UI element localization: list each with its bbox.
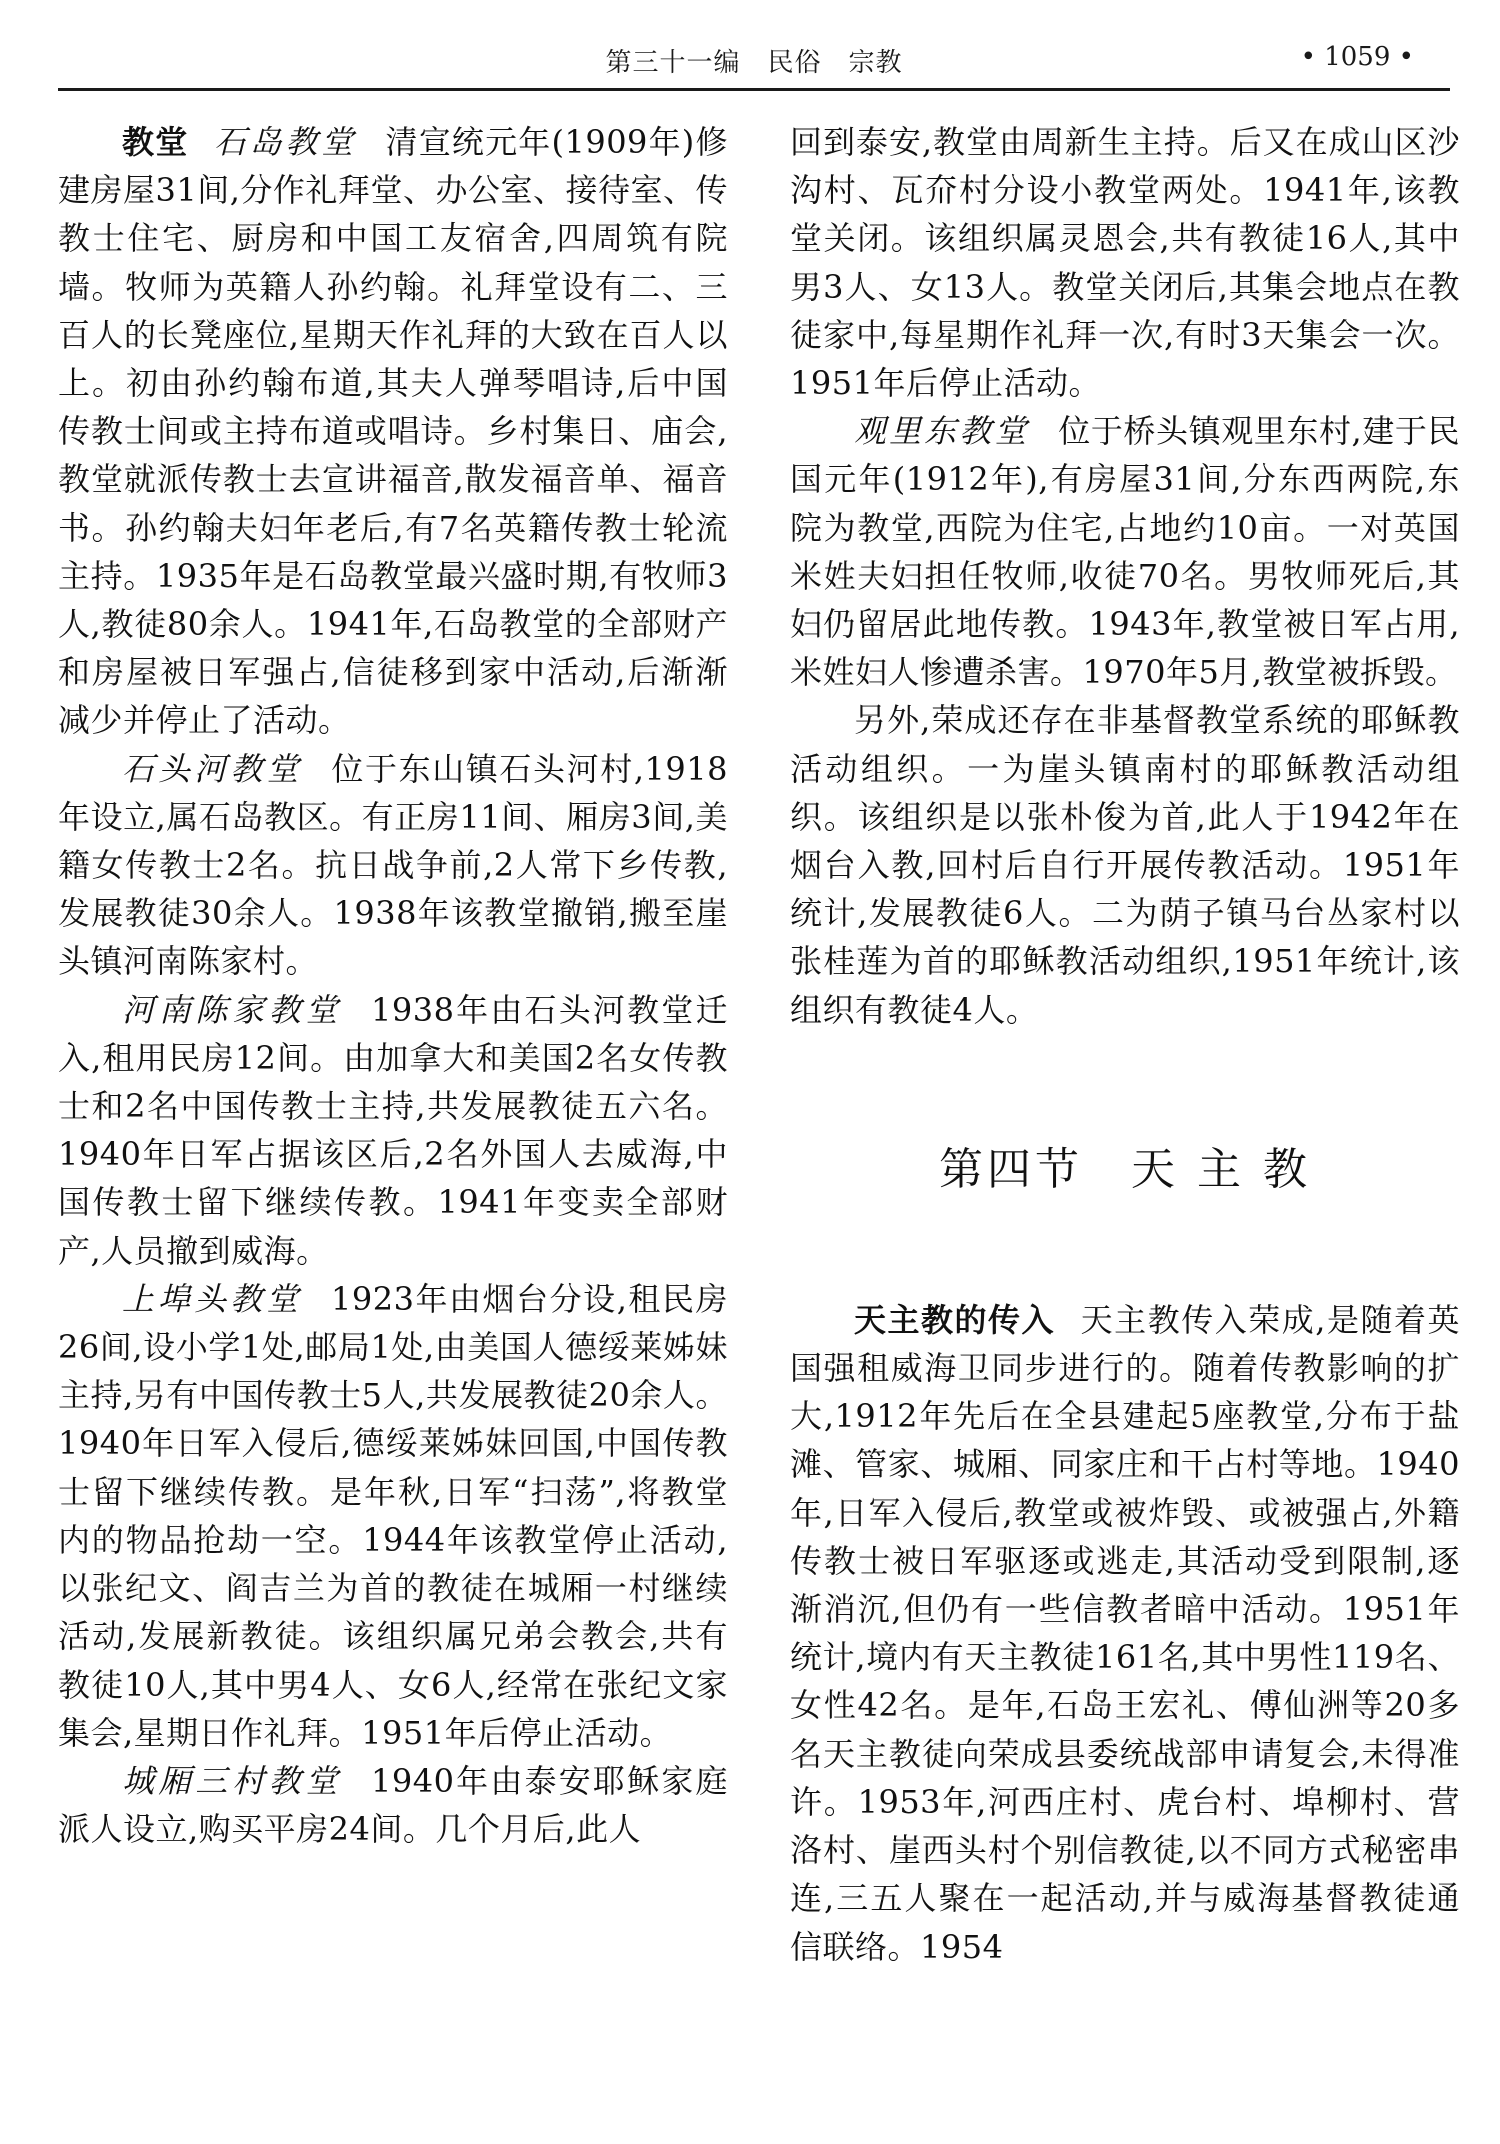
entry-heading: 城厢三村教堂 <box>122 1761 343 1800</box>
running-header-title: 第三十一编 民俗 宗教 <box>605 48 903 78</box>
subsection-heading: 天主教的传入 <box>854 1300 1056 1339</box>
paragraph-text: 天主教传入荣成,是随着英国强租威海卫同步进行的。随着传教影响的扩大,1912年先后在全县建起5座教堂,分布于盐滩、管家、城厢、同家庄和干占村等地。1940年,日军入侵后,教堂或被炸毁、或被强占,外籍传教士被日军驱逐或逃走,其活动受到限制,逐渐消沉,但仍有一些信教者暗中活动。1951年统计,境内有天主教徒161名,其中男性119名、女性42名。是年,石岛王宏礼、傅仙洲等20多名天主教徒向荣成县委统战部申请复会,未得准许。1953年,河西庄村、虎台村、埠柳村、营洛村、崖西头村个别信教徒,以不同方式秘密串连,三五人聚在一起活动,并与威海基督教徒通信联络。1954 <box>790 1300 1460 1966</box>
paragraph-shitouhe-church <box>58 745 728 986</box>
page-number: • 1059 • <box>1300 42 1414 72</box>
paragraph-chengxiangsancun-church <box>58 1757 728 1853</box>
page-header <box>58 34 1450 90</box>
paragraph-shidao-church <box>58 118 728 745</box>
entry-heading: 上埠头教堂 <box>122 1279 303 1318</box>
paragraph-text: 位于桥头镇观里东村,建于民国元年(1912年),有房屋31间,分东西两院,东院为教堂,西院为住宅,占地约10亩。一对英国米姓夫妇担任牧师,收徒70名。男牧师死后,其妇仍留居此地传教。1943年,教堂被日军占用,米姓妇人惨遭杀害。1970年5月,教堂被拆毁。 <box>790 412 1460 692</box>
section-heading-churches: 教堂 <box>122 123 189 161</box>
paragraph-other-organizations <box>790 696 1460 1033</box>
section-title <box>790 1142 1460 1198</box>
left-column <box>58 118 728 1853</box>
right-column <box>790 118 1460 1971</box>
paragraph-text: 清宣统元年(1909年)修建房屋31间,分作礼拜堂、办公室、接待室、传教士住宅、厨房和中国工友宿舍,四周筑有院墙。牧师为英籍人孙约翰。礼拜堂设有二、三百人的长凳座位,星期天作礼拜的大致在百人以上。初由孙约翰布道,其夫人弹琴唱诗,后中国传教士间或主持布道或唱诗。乡村集日、庙会,教堂就派传教士去宣讲福音,散发福音单、福音书。孙约翰夫妇年老后,有7名英籍传教士轮流主持。1935年是石岛教堂最兴盛时期,有牧师3人,教徒80余人。1941年,石岛教堂的全部财产和房屋被日军强占,信徒移到家中活动,后渐渐减少并停止了活动。 <box>58 123 728 740</box>
paragraph-continuation <box>790 118 1460 407</box>
entry-heading: 观里东教堂 <box>854 412 1030 451</box>
entry-heading: 河南陈家教堂 <box>122 990 343 1029</box>
paragraph-henanchenjia-church <box>58 986 728 1275</box>
entry-heading: 石岛教堂 <box>213 123 357 161</box>
paragraph-text: 1923年由烟台分设,租民房26间,设小学1处,邮局1处,由美国人德绥莱姊妹主持,另有中国传教士5人,共发展教徒20余人。1940年日军入侵后,德绥莱姊妹回国,中国传教士留下继续传教。是年秋,日军“扫荡”,将教堂内的物品抢劫一空。1944年该教堂停止活动,以张纪文、阎吉兰为首的教徒在城厢一村继续活动,发展新教徒。该组织属兄弟会教会,共有教徒10人,其中男4人、女6人,经常在张纪文家集会,星期日作礼拜。1951年后停止活动。 <box>58 1279 728 1752</box>
section-number: 第四节 <box>939 1143 1083 1195</box>
paragraph-text: 另外,荣成还存在非基督教堂系统的耶稣教活动组织。一为崖头镇南村的耶稣教活动组织。该组织是以张朴俊为首,此人于1942年在烟台入教,回村后自行开展传教活动。1951年统计,发展教徒6人。二为荫子镇马台丛家村以张桂莲为首的耶稣教活动组织,1951年统计,该组织有教徒4人。 <box>790 701 1460 1029</box>
entry-heading: 石头河教堂 <box>122 749 303 788</box>
paragraph-text: 位于东山镇石头河村,1918年设立,属石岛教区。有正房11间、厢房3间,美籍女传教士2名。抗日战争前,2人常下乡传教,发展教徒30余人。1938年该教堂撤销,搬至崖头镇河南陈家村。 <box>58 749 728 981</box>
paragraph-shangbutou-church <box>58 1275 728 1757</box>
section-name: 天 主 教 <box>1131 1143 1311 1195</box>
header-rule <box>58 88 1450 91</box>
paragraph-text: 1938年由石头河教堂迁入,租用民房12间。由加拿大和美国2名女传教士和2名中国传教士主持,共发展教徒五六名。1940年日军占据该区后,2名外国人去威海,中国传教士留下继续传教。1941年变卖全部财产,人员撤到威海。 <box>58 990 728 1270</box>
paragraph-text: 1940年由泰安耶稣家庭派人设立,购买平房24间。几个月后,此人 <box>58 1761 728 1849</box>
paragraph-text: 回到泰安,教堂由周新生主持。后又在成山区沙沟村、瓦夼村分设小教堂两处。1941年,该教堂关闭。该组织属灵恩会,共有教徒16人,其中男3人、女13人。教堂关闭后,其集会地点在教徒家中,每星期作礼拜一次,有时3天集会一次。1951年后停止活动。 <box>790 123 1460 403</box>
paragraph-guanlidong-church <box>790 407 1460 696</box>
paragraph-catholic-introduction <box>790 1296 1460 1971</box>
